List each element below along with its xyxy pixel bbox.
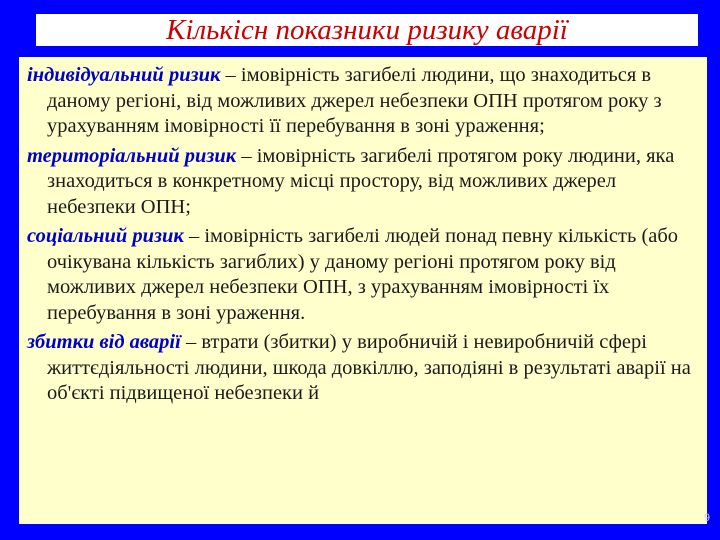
definition-term: територіальний ризик <box>27 144 237 167</box>
definition-text: – імовірність загибелі людини, що знаходиться в даному регіоні, від можливих джерел небезпеки ОПН протягом року з урахуванням імовірності її перебування в зоні ураження; <box>47 64 662 137</box>
definition-item-territorial-risk <box>27 144 699 221</box>
definition-term: збитки від аварії <box>27 331 181 353</box>
definition-item-individual-risk <box>27 63 699 140</box>
definition-text: – імовірність загибелі людей понад певну кількість (або очікувана кількість загиблих) у даному регіоні протягом року від можливих джерел небезпеки ОПН, з урахуванням імовірності їх перебування в зоні ураження. <box>47 225 679 324</box>
definition-term: соціальний ризик <box>27 225 184 247</box>
definition-list <box>19 57 707 407</box>
slide-title-bar <box>36 14 698 46</box>
slide-title: Кількісн показники ризику аварії <box>166 14 568 46</box>
definition-term: індивідуальний ризик <box>27 64 221 86</box>
content-panel <box>19 57 707 524</box>
definition-text: – імовірність загибелі протягом року людини, яка знаходиться в конкретному місці простору, від можливих джерел небезпеки ОПН; <box>47 144 675 218</box>
definition-text: – втрати (збитки) у виробничій і невиробничій сфері життєдіяльності людини, шкода довкіллю, заподіяні в результаті аварії на об'єкті підвищеної небезпеки й <box>47 331 691 404</box>
definition-item-accident-losses <box>27 330 699 407</box>
definition-item-social-risk <box>27 224 699 326</box>
page-number: 9 <box>703 512 710 524</box>
